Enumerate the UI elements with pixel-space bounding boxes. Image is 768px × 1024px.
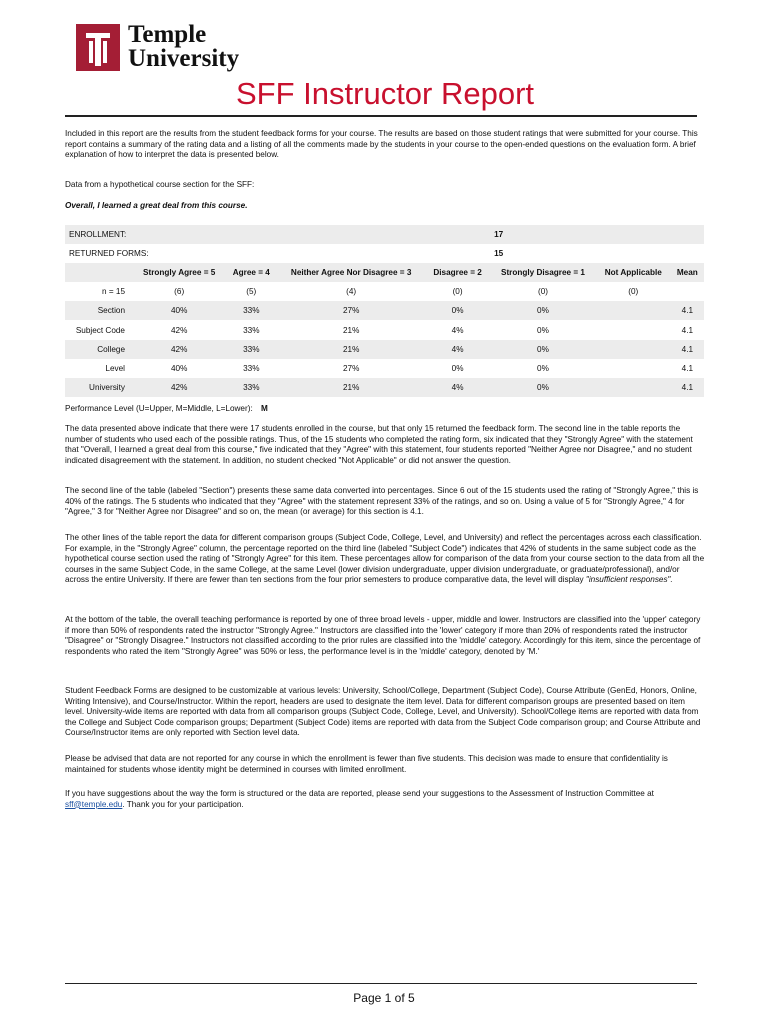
performance-label: Performance Level (U=Upper, M=Middle, L=Lower): (65, 404, 253, 413)
table-cell: 4.1 (671, 301, 704, 320)
returned-value: 15 (494, 249, 504, 259)
count-cell: (5) (246, 287, 257, 297)
enrollment-value: 17 (490, 225, 704, 244)
table-row (65, 340, 704, 359)
explanation-paragraph-2: The second line of the table (labeled "Section") presents these same data converted into percentages. Since 6 out of the 15 students used the rating of "Strongly Agree," this is 40% of the ratings. The 5 students who indicated that they "Agree" with the statement represent 33% of the ratings, and so on. Using a value of 5 for "Strongly Agree," 4 for "Agree," 3 for "Neither Agree nor Disagree" and so on, the mean (or average) for this section is 4.1. (65, 486, 699, 517)
table-cell: 33% (243, 363, 260, 373)
temple-t-mark-icon (76, 24, 120, 71)
table-cell: 33% (225, 301, 277, 320)
header-cell: Strongly Agree = 5 (133, 263, 225, 282)
intro-paragraph: Included in this report are the results from the student feedback forms for your course. The results are based on those student ratings that were submitted for your course. This report contains a summary of the rating data and a listing of all the comments made by the students in your course to the open-ended questions on the evaluation form. A brief explanation of how to interpret the data is presented below. (65, 129, 698, 160)
table-cell: 0% (537, 363, 549, 373)
statement-text: Overall, I learned a great deal from this course. (65, 201, 248, 210)
table-cell: 33% (243, 325, 260, 335)
table-cell: 33% (225, 378, 277, 397)
suggestions-text: If you have suggestions about the way the form is structured or the data are reported, please send your suggestions to the Assessment of Instruction Committee at (65, 789, 654, 798)
table-cell: 21% (342, 325, 360, 335)
header-row (65, 263, 704, 282)
explanation-paragraph-5: Student Feedback Forms are designed to be customizable at various levels: University, School/College, Department (Subject Code), Course Attribute (GenEd, Honors, Online, Writing Intensive), and Course/Instructor. Within the report, headers are used to designate the item level. Data for different comparison groups are presented based on item level. University-wide items are reported with data from all comparison groups (Subject Code, College, Level, and University). School/College items are reported with data from the College and Subject Code comparison groups; Department (Subject Code) items are reported with data from the Subject Code comparison group; and Course Attribute and Course/Instructor items are only reported with Section level data. (65, 686, 701, 738)
table-cell: 4.1 (681, 363, 694, 373)
row-label: Section (65, 301, 133, 320)
row-label: Level (105, 363, 125, 373)
table-cell (596, 359, 671, 378)
table-cell: 40% (170, 363, 188, 373)
table-cell: 42% (170, 325, 188, 335)
explanation-paragraph-3 (65, 533, 705, 586)
table-cell (596, 320, 671, 339)
header-cell: Not Applicable (596, 263, 671, 282)
table-cell: 0% (451, 363, 464, 373)
table-cell: 4% (451, 325, 464, 335)
sff-email-link[interactable]: sff@temple.edu (65, 799, 123, 809)
row-label: College (65, 340, 133, 359)
table-cell (596, 301, 671, 320)
row-label: University (65, 378, 133, 397)
insufficient-responses-text: "insufficient responses". (585, 575, 673, 585)
count-cell: (0) (452, 287, 463, 297)
footer-divider (65, 983, 697, 984)
logo-line1: Temple (128, 21, 207, 48)
table-cell: 0% (490, 340, 596, 359)
logo-line2: University (128, 45, 240, 72)
explanation-paragraph-4: At the bottom of the table, the overall teaching performance is reported by one of three broad levels - upper, middle and lower. Instructors are classified into the 'upper' category if more than 50% of respondents rated the instructor "Strongly Agree." Instructors are classified into the 'lower' category if more than 20% of respondents rated the instructor "Disagree" or "Strongly Disagree." Instructors not classified according to the prior rules are classified into the 'middle' category. Accordingly for this item, since the percentage of respondents who rated the item "Strongly Agree" was 50% or less, the performance level is in the 'middle' category, denoted by 'M.' (65, 615, 701, 656)
table-cell: 4.1 (681, 325, 694, 335)
table-cell (596, 340, 671, 359)
suggestions-paragraph (65, 789, 705, 810)
table-row (65, 359, 704, 378)
header-cell: Agree = 4 (225, 263, 277, 282)
count-cell: (4) (346, 287, 357, 297)
returned-row (65, 244, 704, 263)
count-cell: (6) (174, 287, 185, 297)
table-cell: 21% (277, 378, 425, 397)
table-cell: 42% (133, 378, 225, 397)
explanation-paragraph-1: The data presented above indicate that there were 17 students enrolled in the course, but that only 15 returned the feedback form. The second line in the table reports the number of students who used each of the possible ratings. Thus, of the 15 students who completed the rating form, six indicated that they "Strongly Agree" with the statement that "Overall, I learned a great deal from this course," five indicated that they "Agree" with this statement, four students reported "Neither Agree nor Disagree," and no student indicated disagreement with the statement. In addition, no student checked "Not Applicable" or did not answer the question. (65, 424, 693, 465)
table-cell: 40% (133, 301, 225, 320)
performance-value: M (261, 404, 268, 413)
table-cell: 42% (133, 340, 225, 359)
table-row (65, 378, 704, 397)
count-cell (671, 282, 704, 301)
table-cell: 0% (490, 378, 596, 397)
row-label: Subject Code (75, 325, 125, 335)
logo-wordmark (128, 23, 239, 71)
header-cell: Strongly Disagree = 1 (490, 263, 596, 282)
count-cell: (0) (628, 287, 639, 297)
returned-label: RETURNED FORMS: (69, 249, 149, 259)
header-cell: Disagree = 2 (425, 263, 490, 282)
table-row (65, 301, 704, 320)
performance-level (65, 404, 268, 413)
table-cell: 4.1 (671, 378, 704, 397)
ratings-table (65, 225, 704, 397)
temple-logo (76, 21, 239, 73)
table-cell: 4.1 (671, 340, 704, 359)
explanation-paragraph-6: Please be advised that data are not reported for any course in which the enrollment is fewer than five students. This decision was made to ensure that confidentiality is maintained for students whose identity might be determined in courses with limited enrollment. (65, 754, 668, 774)
paragraph-3-text: The other lines of the table report the data for different comparison groups (Subject Code, College, Level, and University) and reflect the percentages across each classification. For example, in the "Strongly Agree" column, the percentage reported on the third line (labeled "Subject Code") indicates that 42% of students in the same subject code as the hypothetical course section used the rating of "Strongly Agree" for this item. These percentages allow for comparison of the data from your course section to the data from all the courses in the same Subject Code, in the same College, at the same Level (lower division undergraduate, upper division undergraduate, or graduate/professional), and/or across the entire University. If there are fewer than ten sections from the four prior semesters to produce comparative data, the level will display (65, 533, 705, 585)
header-cell: Mean (671, 263, 704, 282)
counts-row (65, 282, 704, 301)
page-title: SFF Instructor Report (236, 76, 535, 111)
thanks-text: . Thank you for your participation. (122, 799, 244, 809)
enrollment-label: ENROLLMENT: (65, 225, 490, 244)
table-cell: 27% (342, 363, 360, 373)
table-cell: 0% (425, 301, 490, 320)
title-divider (65, 115, 697, 117)
enrollment-row (65, 225, 704, 244)
table-row (65, 320, 704, 339)
table-cell: 0% (537, 325, 549, 335)
n-label: n = 15 (102, 287, 125, 297)
table-cell: 4% (425, 340, 490, 359)
table-cell: 33% (225, 340, 277, 359)
table-cell: 27% (277, 301, 425, 320)
count-cell: (0) (537, 287, 548, 297)
table-cell: 4% (425, 378, 490, 397)
table-cell: 21% (277, 340, 425, 359)
page-number: Page 1 of 5 (353, 991, 415, 1005)
hypothetical-label: Data from a hypothetical course section for the SFF: (65, 180, 255, 189)
table-cell (596, 378, 671, 397)
table-cell: 0% (490, 301, 596, 320)
header-cell: Neither Agree Nor Disagree = 3 (277, 263, 425, 282)
